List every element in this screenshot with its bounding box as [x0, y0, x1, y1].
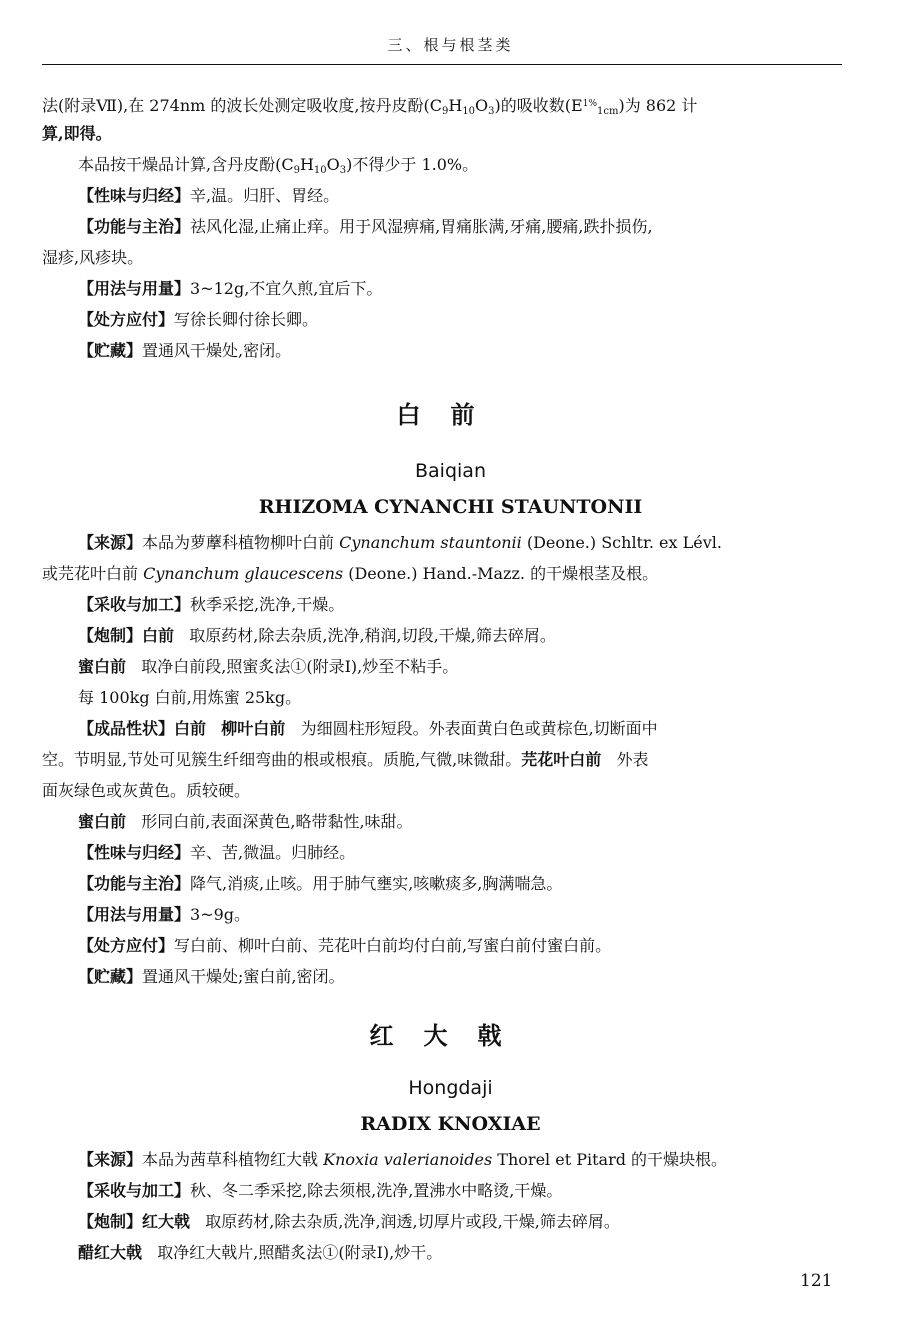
content-line — [78, 153, 478, 183]
section-paozhi — [78, 624, 556, 648]
text-run: )的吸收数(E — [494, 96, 583, 115]
text-run: H — [299, 155, 314, 174]
section-text: 降气,消痰,止咳。用于肺气壅实,咳嗽痰多,胸满喘急。 — [190, 874, 563, 893]
section-text: 形同白前,表面深黄色,略带黏性,味甜。 — [141, 812, 413, 831]
paragraph-line — [42, 92, 697, 124]
section-laiyuan — [78, 1148, 727, 1172]
species-name: Cynanchum stauntonii — [339, 533, 522, 552]
text-run: )为 862 计 — [618, 96, 698, 115]
section-yongfa — [78, 903, 250, 927]
product-name: 醋红大戟 — [78, 1243, 143, 1262]
product-name: 柳叶白前 — [221, 719, 286, 738]
section-label: 【用法与用量】 — [78, 905, 191, 924]
subscript: 9 — [441, 106, 449, 117]
subscript: 9 — [293, 165, 300, 176]
section-zhucang — [78, 339, 291, 363]
running-head: 三、根与根茎类 — [387, 36, 514, 54]
section-label: 【功能与主治】 — [78, 874, 191, 893]
section-laiyuan — [78, 531, 722, 555]
section-text: 秋、冬二季采挖,除去须根,洗净,置沸水中略烫,干燥。 — [190, 1181, 563, 1200]
section-text: 取原药材,除去杂质,洗净,稍润,切段,干燥,筛去碎屑。 — [189, 626, 556, 645]
section-text: 空。节明显,节处可见簇生纤细弯曲的根或根痕。质脆,气微,味微甜。 — [42, 750, 522, 769]
text-run: O — [475, 96, 489, 115]
section-label: 【炮制】 — [78, 626, 143, 645]
product-name: 白前 — [142, 626, 175, 645]
superscript: 1% — [582, 99, 597, 109]
section-label: 【处方应付】 — [78, 936, 175, 955]
subscript: 1cm — [597, 106, 619, 117]
product-name: 蜜白前 — [78, 812, 127, 831]
section-label: 【用法与用量】 — [78, 279, 191, 298]
section-caishou — [78, 1179, 562, 1203]
section-text: 3~12g,不宜久煎,宜后下。 — [190, 279, 383, 298]
section-text: 取净白前段,照蜜炙法①(附录Ⅰ),炒至不粘手。 — [141, 657, 459, 676]
section-text: 秋季采挖,洗净,干燥。 — [190, 595, 345, 614]
text-run: 本品按干燥品计算,含丹皮酚(C — [78, 155, 294, 174]
section-text: (Deone.) Hand.-Mazz. 的干燥根茎及根。 — [343, 564, 659, 583]
section-text-cont: 湿疹,风疹块。 — [42, 248, 144, 267]
section-text: 辛、苦,微温。归肺经。 — [190, 843, 356, 862]
section-text: 写徐长卿付徐长卿。 — [174, 310, 319, 329]
section-text: 本品为茜草科植物红大戟 — [142, 1150, 324, 1169]
product-name: 蜜白前 — [78, 657, 127, 676]
section-text: 为细圆柱形短段。外表面黄白色或黄棕色,切断面中 — [300, 719, 658, 738]
page-number: 121 — [800, 1271, 833, 1291]
section-label: 【来源】 — [78, 1150, 143, 1169]
text-run: O — [326, 155, 340, 174]
section-paozhi — [78, 1210, 620, 1234]
section-chufang — [78, 308, 318, 332]
section-label: 【采收与加工】 — [78, 1181, 191, 1200]
section-label: 【成品性状】 — [78, 719, 175, 738]
section-gongneng — [78, 215, 653, 239]
section-text: 取净红大戟片,照醋炙法①(附录Ⅰ),炒干。 — [157, 1243, 443, 1262]
subscript: 10 — [462, 106, 476, 117]
section-text: 外表 — [616, 750, 649, 769]
section-text: 辛,温。归肝、胃经。 — [190, 186, 340, 205]
section-xingwei — [78, 841, 355, 865]
section-text: 3~9g。 — [190, 905, 251, 924]
section-label: 【贮藏】 — [78, 967, 143, 986]
entry-latin-hongdaji: RADIX KNOXIAE — [360, 1113, 541, 1135]
subscript: 10 — [313, 165, 327, 176]
paozhi-ratio: 每 100kg 白前,用炼蜜 25kg。 — [78, 688, 302, 707]
section-text: (Deone.) Schltr. ex Lévl. — [521, 533, 722, 552]
paozhi-cu — [78, 1241, 442, 1265]
section-label: 【采收与加工】 — [78, 595, 191, 614]
subscript: 3 — [488, 106, 495, 117]
section-text: 取原药材,除去杂质,洗净,润透,切厚片或段,干燥,筛去碎屑。 — [205, 1212, 620, 1231]
entry-latin-baiqian: RHIZOMA CYNANCHI STAUNTONII — [258, 496, 643, 518]
entry-pinyin-baiqian: Baiqian — [415, 460, 486, 482]
section-text: 本品为萝藦科植物柳叶白前 — [142, 533, 340, 552]
section-text-cont: 面灰绿色或灰黄色。质较硬。 — [42, 781, 251, 800]
section-zhucang — [78, 965, 345, 989]
section-text: 置通风干燥处;蜜白前,密闭。 — [142, 967, 345, 986]
subscript: 3 — [339, 165, 347, 176]
section-yongfa — [78, 277, 382, 301]
section-chufang — [78, 934, 611, 958]
section-xingzhuang — [78, 717, 658, 741]
header-rule — [42, 64, 842, 65]
section-text-cont — [42, 748, 649, 772]
xingzhuang-mi — [78, 810, 413, 834]
section-label: 【功能与主治】 — [78, 217, 191, 236]
entry-title-baiqian: 白前 — [396, 400, 505, 429]
section-gongneng — [78, 872, 562, 896]
section-text: 置通风干燥处,密闭。 — [142, 341, 292, 360]
species-name: Knoxia valerianoides — [323, 1150, 493, 1169]
section-caishou — [78, 593, 344, 617]
product-name: 芫花叶白前 — [521, 750, 602, 769]
entry-title-hongdaji: 红大戟 — [369, 1021, 532, 1050]
text-run: H — [448, 96, 463, 115]
text-run: 法(附录Ⅶ),在 274nm 的波长处测定吸收度,按丹皮酚(C — [42, 96, 442, 115]
paragraph-line: 算,即得。 — [42, 124, 112, 143]
section-label: 【来源】 — [78, 533, 143, 552]
section-xingwei — [78, 184, 339, 208]
product-name: 红大戟 — [142, 1212, 191, 1231]
paozhi-mi — [78, 655, 458, 679]
section-label: 【炮制】 — [78, 1212, 143, 1231]
section-label: 【性味与归经】 — [78, 843, 191, 862]
section-text: Thorel et Pitard 的干燥块根。 — [492, 1150, 728, 1169]
section-label: 【性味与归经】 — [78, 186, 191, 205]
product-name: 白前 — [174, 719, 207, 738]
section-text-cont — [42, 562, 658, 586]
section-label: 【处方应付】 — [78, 310, 175, 329]
section-text: 写白前、柳叶白前、芫花叶白前均付白前,写蜜白前付蜜白前。 — [174, 936, 612, 955]
entry-pinyin-hongdaji: Hongdaji — [408, 1077, 493, 1099]
text-run: )不得少于 1.0%。 — [346, 155, 479, 174]
section-text: 祛风化湿,止痛止痒。用于风湿痹痛,胃痛胀满,牙痛,腰痛,跌扑损伤, — [190, 217, 653, 236]
section-text: 或芫花叶白前 — [42, 564, 144, 583]
species-name: Cynanchum glaucescens — [143, 564, 344, 583]
section-label: 【贮藏】 — [78, 341, 143, 360]
